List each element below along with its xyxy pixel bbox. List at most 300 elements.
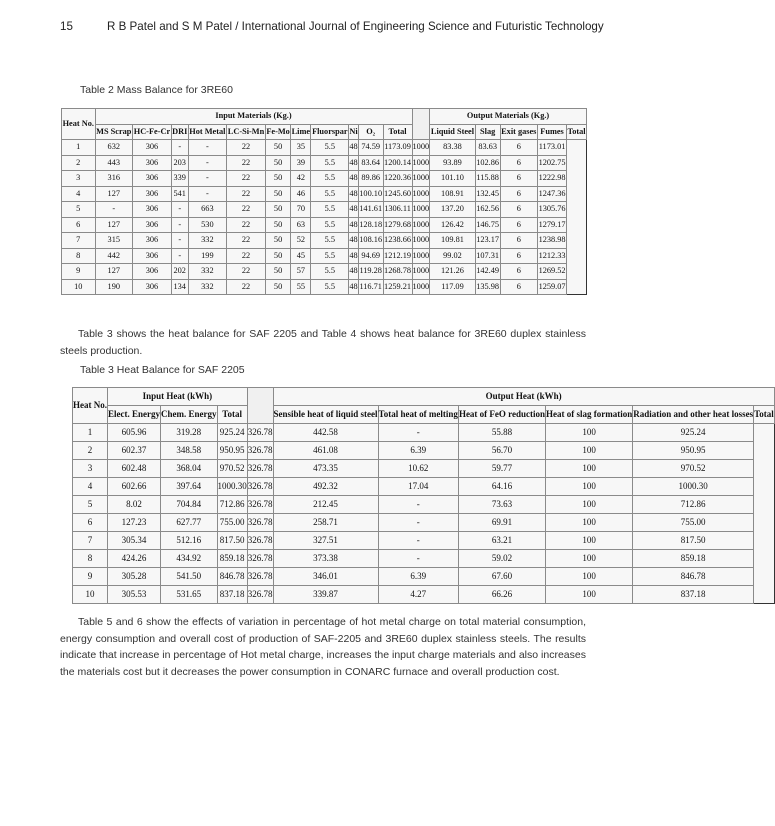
table-cell: 306	[133, 279, 172, 295]
table-cell: 203	[171, 155, 188, 171]
column-header: Total heat of melting	[378, 406, 458, 424]
table-cell: 1000	[412, 217, 430, 233]
table-cell: 4.27	[378, 586, 458, 604]
table-cell: 59.77	[458, 460, 545, 478]
table-cell: 306	[133, 217, 172, 233]
table-cell: 116.71	[358, 279, 383, 295]
table-cell: 50	[265, 217, 290, 233]
table-cell: 5.5	[311, 155, 349, 171]
table-row	[73, 568, 775, 586]
heat-number-cell: 1	[62, 140, 96, 156]
heat-number-cell: 1	[73, 424, 108, 442]
table-cell: 69.91	[458, 514, 545, 532]
column-header: Total	[567, 124, 587, 140]
table-cell: -	[188, 171, 227, 187]
heat-number-cell: 5	[73, 496, 108, 514]
table-cell: 306	[133, 264, 172, 280]
paragraph-results: Table 5 and 6 show the effects of variation in percentage of hot metal charge on total material consumption, energy consumption and overall cost of production of SAF-2205 and 3RE60 duplex stainless steels. The results indicate that increase in percentage of Hot metal charge, increases the input charge materials and also increases the materials cost but it decreases the power consumption in CONARC furnace and overall production cost.	[60, 616, 586, 678]
table-cell: 48	[349, 233, 359, 249]
table-cell: 1269.52	[538, 264, 567, 280]
table-cell: 326.78	[247, 586, 273, 604]
table-cell: 305.28	[108, 568, 161, 586]
heat-no-header: Heat No.	[62, 109, 96, 140]
table-cell: 45	[291, 248, 311, 264]
table-cell: 100	[546, 460, 633, 478]
table-cell: 93.89	[430, 155, 476, 171]
table-cell: 817.50	[633, 532, 754, 550]
table-cell: 1259.21	[383, 279, 412, 295]
table-cell: 10.62	[378, 460, 458, 478]
table-cell: 127	[95, 264, 133, 280]
table-cell: 846.78	[217, 568, 247, 586]
table-cell: 107.31	[475, 248, 500, 264]
table-cell: 63.21	[458, 532, 545, 550]
table-cell: 541.50	[161, 568, 218, 586]
table-cell: 50	[265, 248, 290, 264]
table-cell: 6	[500, 248, 538, 264]
table-cell: -	[171, 233, 188, 249]
table-row	[62, 155, 587, 171]
table-cell: 64.16	[458, 478, 545, 496]
table-cell: 704.84	[161, 496, 218, 514]
table-cell: 83.63	[475, 140, 500, 156]
heat-number-cell: 6	[73, 514, 108, 532]
table-cell: 5.5	[311, 217, 349, 233]
table-cell: 48	[349, 186, 359, 202]
output-materials-header: Output Materials (Kg.)	[430, 109, 587, 125]
table-cell: 326.78	[247, 568, 273, 586]
table-cell: 100	[546, 514, 633, 532]
table-cell: 35	[291, 140, 311, 156]
table-cell: 1000	[412, 202, 430, 218]
table-cell: 55.88	[458, 424, 545, 442]
table-cell: 17.04	[378, 478, 458, 496]
table-cell: 89.86	[358, 171, 383, 187]
table-cell: 57	[291, 264, 311, 280]
table-cell: 837.18	[217, 586, 247, 604]
table-cell: 326.78	[247, 532, 273, 550]
table-cell: -	[171, 202, 188, 218]
table-cell: 100	[546, 550, 633, 568]
table-cell: 315	[95, 233, 133, 249]
table-cell: 837.18	[633, 586, 754, 604]
heat-number-cell: 4	[73, 478, 108, 496]
heat-number-cell: 10	[73, 586, 108, 604]
heat-balance-rows	[73, 424, 775, 604]
table2-caption: Table 2 Mass Balance for 3RE60	[80, 84, 233, 96]
table-cell: 1000	[412, 155, 430, 171]
table-cell: 70	[291, 202, 311, 218]
table-cell: 63	[291, 217, 311, 233]
table-cell: 66.26	[458, 586, 545, 604]
table-cell: 6	[500, 217, 538, 233]
table-cell: 925.24	[633, 424, 754, 442]
table-cell: 492.32	[273, 478, 378, 496]
table-cell: 306	[133, 140, 172, 156]
table-cell: 5.5	[311, 233, 349, 249]
table-cell: 970.52	[217, 460, 247, 478]
table-cell: -	[95, 202, 133, 218]
table-cell: 109.81	[430, 233, 476, 249]
page-number: 15	[60, 20, 73, 33]
table-cell: 1000	[412, 264, 430, 280]
table-cell: 316	[95, 171, 133, 187]
paragraph-table-intro: Table 3 shows the heat balance for SAF 2205 and Table 4 shows heat balance for 3RE60 duplex stainless steels production.	[60, 328, 586, 357]
table-cell: 332	[188, 264, 227, 280]
table-cell: 339	[171, 171, 188, 187]
table-cell: 6	[500, 186, 538, 202]
table-cell: 1202.75	[538, 155, 567, 171]
table-cell: 346.01	[273, 568, 378, 586]
table-cell: 326.78	[247, 550, 273, 568]
table-cell: 424.26	[108, 550, 161, 568]
table-cell: 142.49	[475, 264, 500, 280]
column-header: Fumes	[538, 124, 567, 140]
table-cell: 74.59	[358, 140, 383, 156]
table-cell: 1000	[412, 279, 430, 295]
table-cell: 22	[227, 140, 266, 156]
table-cell: 6	[500, 233, 538, 249]
group-separator	[412, 109, 430, 140]
table-cell: 22	[227, 233, 266, 249]
table-cell: 1247.36	[538, 186, 567, 202]
table-cell: 442	[95, 248, 133, 264]
table-cell: 127	[95, 186, 133, 202]
table-cell: 602.48	[108, 460, 161, 478]
table-cell: 50	[265, 140, 290, 156]
table-cell: 56.70	[458, 442, 545, 460]
table-cell: 22	[227, 248, 266, 264]
table-cell: 950.95	[217, 442, 247, 460]
table-cell: 1305.76	[538, 202, 567, 218]
table-cell: 605.96	[108, 424, 161, 442]
table-cell: 59.02	[458, 550, 545, 568]
table-cell: 199	[188, 248, 227, 264]
table-cell: 137.20	[430, 202, 476, 218]
column-header: DRI	[171, 124, 188, 140]
table-cell: 755.00	[217, 514, 247, 532]
table-cell: 127.23	[108, 514, 161, 532]
table-cell: 632	[95, 140, 133, 156]
table-cell: 48	[349, 171, 359, 187]
table-cell: 397.64	[161, 478, 218, 496]
table-cell: 531.65	[161, 586, 218, 604]
table-cell: 1238.98	[538, 233, 567, 249]
column-header: MS Scrap	[95, 124, 133, 140]
column-header: Sensible heat of liquid steel	[273, 406, 378, 424]
column-header: Lime	[291, 124, 311, 140]
table-row	[62, 186, 587, 202]
table-cell: 925.24	[217, 424, 247, 442]
table-cell: 846.78	[633, 568, 754, 586]
table-cell: 326.78	[247, 424, 273, 442]
table-cell: 42	[291, 171, 311, 187]
table-cell: 1000.30	[633, 478, 754, 496]
table-cell: 50	[265, 279, 290, 295]
column-header: LC-Si-Mn	[227, 124, 266, 140]
table-cell: 530	[188, 217, 227, 233]
table-cell: 319.28	[161, 424, 218, 442]
table-cell: 22	[227, 217, 266, 233]
running-title: R B Patel and S M Patel / International Journal of Engineering Science and Futuristic Technology	[107, 20, 604, 33]
table-cell: 146.75	[475, 217, 500, 233]
table-cell: -	[171, 217, 188, 233]
table-cell: 83.64	[358, 155, 383, 171]
table-cell: 132.45	[475, 186, 500, 202]
table-cell: 663	[188, 202, 227, 218]
running-header	[0, 20, 638, 40]
table-cell: -	[378, 496, 458, 514]
table-cell: 306	[133, 248, 172, 264]
table-row	[73, 532, 775, 550]
table-cell: 859.18	[217, 550, 247, 568]
table-row	[62, 279, 587, 295]
column-header: Radiation and other heat losses	[633, 406, 754, 424]
table-cell: 6.39	[378, 442, 458, 460]
column-header: Slag	[475, 124, 500, 140]
heat-number-cell: 4	[62, 186, 96, 202]
table-cell: 1259.07	[538, 279, 567, 295]
heat-number-cell: 3	[62, 171, 96, 187]
table-cell: 50	[265, 186, 290, 202]
table-cell: -	[171, 248, 188, 264]
column-header: Heat of FeO reduction	[458, 406, 545, 424]
table-cell: 859.18	[633, 550, 754, 568]
table-cell: 602.66	[108, 478, 161, 496]
table-cell: 1173.09	[383, 140, 412, 156]
column-header: Liquid Steel	[430, 124, 476, 140]
table-cell: 135.98	[475, 279, 500, 295]
table-cell: 1000.30	[217, 478, 247, 496]
table-cell: 22	[227, 171, 266, 187]
heat-balance-table	[72, 387, 775, 604]
table-cell: 39	[291, 155, 311, 171]
table-cell: 100.10	[358, 186, 383, 202]
table-cell: 8.02	[108, 496, 161, 514]
table-cell: 373.38	[273, 550, 378, 568]
table-cell: 258.71	[273, 514, 378, 532]
input-heat-header: Input Heat (kWh)	[108, 388, 248, 406]
table-cell: 115.88	[475, 171, 500, 187]
table-cell: 22	[227, 279, 266, 295]
table-cell: 22	[227, 264, 266, 280]
table-cell: 5.5	[311, 279, 349, 295]
table-cell: 73.63	[458, 496, 545, 514]
table-cell: 5.5	[311, 186, 349, 202]
table-cell: 817.50	[217, 532, 247, 550]
table-cell: 6	[500, 264, 538, 280]
table-cell: 108.16	[358, 233, 383, 249]
table-row	[62, 248, 587, 264]
table-cell: -	[378, 532, 458, 550]
table-cell: 6.39	[378, 568, 458, 586]
column-header: Exit gases	[500, 124, 538, 140]
mass-balance-rows	[62, 140, 587, 295]
table-row	[73, 424, 775, 442]
heat-number-cell: 5	[62, 202, 96, 218]
table-cell: 712.86	[633, 496, 754, 514]
table-cell: 134	[171, 279, 188, 295]
table-cell: 461.08	[273, 442, 378, 460]
table-cell: 99.02	[430, 248, 476, 264]
column-header: Chem. Energy	[161, 406, 218, 424]
table-cell: -	[188, 186, 227, 202]
table-cell: 50	[265, 155, 290, 171]
table-cell: 123.17	[475, 233, 500, 249]
table-cell: 443	[95, 155, 133, 171]
table-row	[62, 217, 587, 233]
table-cell: -	[171, 140, 188, 156]
table-cell: 100	[546, 442, 633, 460]
table-cell: 48	[349, 264, 359, 280]
table-row	[62, 140, 587, 156]
table-cell: -	[378, 424, 458, 442]
table-cell: 212.45	[273, 496, 378, 514]
heat-number-cell: 6	[62, 217, 96, 233]
table-cell: 83.38	[430, 140, 476, 156]
table-cell: 52	[291, 233, 311, 249]
table-row	[73, 550, 775, 568]
table-cell: 22	[227, 186, 266, 202]
heat-number-cell: 9	[62, 264, 96, 280]
table-cell: 326.78	[247, 514, 273, 532]
table-cell: 306	[133, 186, 172, 202]
output-heat-header: Output Heat (kWh)	[273, 388, 774, 406]
table-cell: 306	[133, 171, 172, 187]
table-cell: 755.00	[633, 514, 754, 532]
heat-number-cell: 7	[62, 233, 96, 249]
table-row	[73, 586, 775, 604]
table-cell: 1212.33	[538, 248, 567, 264]
table-cell: 55	[291, 279, 311, 295]
table-cell: 50	[265, 233, 290, 249]
table-row	[73, 442, 775, 460]
table-cell: 332	[188, 279, 227, 295]
table-cell: 512.16	[161, 532, 218, 550]
table-cell: 46	[291, 186, 311, 202]
table-cell: 327.51	[273, 532, 378, 550]
table-cell: 326.78	[247, 442, 273, 460]
heat-number-cell: 9	[73, 568, 108, 586]
table-cell: 128.18	[358, 217, 383, 233]
table-cell: 48	[349, 248, 359, 264]
table-row	[62, 171, 587, 187]
table-cell: 348.58	[161, 442, 218, 460]
table3-caption: Table 3 Heat Balance for SAF 2205	[80, 364, 245, 376]
table-cell: 5.5	[311, 140, 349, 156]
table-cell: 48	[349, 217, 359, 233]
table-cell: 326.78	[247, 460, 273, 478]
table-cell: 627.77	[161, 514, 218, 532]
heat-number-cell: 2	[62, 155, 96, 171]
table-cell: 306	[133, 233, 172, 249]
table-row	[62, 202, 587, 218]
column-header: Hot Metal	[188, 124, 227, 140]
table-cell: 48	[349, 202, 359, 218]
table-cell: 1000	[412, 171, 430, 187]
table-cell: 1220.36	[383, 171, 412, 187]
table-cell: 1000	[412, 140, 430, 156]
table-cell: 305.53	[108, 586, 161, 604]
table-cell: 6	[500, 202, 538, 218]
table-row	[73, 478, 775, 496]
table-cell: 712.86	[217, 496, 247, 514]
table-cell: 100	[546, 496, 633, 514]
table-row	[62, 233, 587, 249]
table-cell: 541	[171, 186, 188, 202]
table-cell: 5.5	[311, 171, 349, 187]
heat-number-cell: 2	[73, 442, 108, 460]
table-cell: -	[378, 514, 458, 532]
column-header: Fe-Mo	[265, 124, 290, 140]
table-cell: 100	[546, 424, 633, 442]
table-cell: 94.69	[358, 248, 383, 264]
table-row	[73, 496, 775, 514]
table-cell: 326.78	[247, 478, 273, 496]
table-cell: 602.37	[108, 442, 161, 460]
table-cell: -	[188, 140, 227, 156]
table-cell: 1238.66	[383, 233, 412, 249]
table-cell: 1000	[412, 248, 430, 264]
heat-number-cell: 8	[62, 248, 96, 264]
table-cell: 1306.11	[383, 202, 412, 218]
table-cell: 121.26	[430, 264, 476, 280]
table-cell: 101.10	[430, 171, 476, 187]
heat-number-cell: 7	[73, 532, 108, 550]
heat-number-cell: 10	[62, 279, 96, 295]
table-cell: 434.92	[161, 550, 218, 568]
table-cell: 48	[349, 155, 359, 171]
table-cell: 6	[500, 171, 538, 187]
table-cell: 202	[171, 264, 188, 280]
table-cell: 1173.01	[538, 140, 567, 156]
table-cell: 100	[546, 568, 633, 586]
table-cell: 339.87	[273, 586, 378, 604]
table-cell: 102.86	[475, 155, 500, 171]
table-cell: 22	[227, 155, 266, 171]
column-header: HC-Fe-Cr	[133, 124, 172, 140]
heat-number-cell: 3	[73, 460, 108, 478]
column-header: Total	[383, 124, 412, 140]
column-header: Ni	[349, 124, 359, 140]
table-row	[73, 460, 775, 478]
table-cell: 48	[349, 140, 359, 156]
input-materials-header: Input Materials (Kg.)	[95, 109, 412, 125]
column-header: Heat of slag formation	[546, 406, 633, 424]
table-cell: 1000	[412, 186, 430, 202]
table-cell: 48	[349, 279, 359, 295]
column-header: O₂	[358, 124, 383, 140]
table-cell: 117.09	[430, 279, 476, 295]
column-header: Elect. Energy	[108, 406, 161, 424]
table-row	[62, 264, 587, 280]
table-cell: 108.91	[430, 186, 476, 202]
table-cell: 332	[188, 233, 227, 249]
table-cell: 6	[500, 140, 538, 156]
table-cell: 5.5	[311, 264, 349, 280]
table-cell: 5.5	[311, 248, 349, 264]
group-separator	[247, 388, 273, 424]
table-cell: 126.42	[430, 217, 476, 233]
table-row	[73, 514, 775, 532]
table-cell: 22	[227, 202, 266, 218]
table-cell: 50	[265, 171, 290, 187]
table-cell: 1245.60	[383, 186, 412, 202]
column-header: Fluorspar	[311, 124, 349, 140]
table-cell: 326.78	[247, 496, 273, 514]
table-cell: 306	[133, 155, 172, 171]
table-cell: 50	[265, 264, 290, 280]
